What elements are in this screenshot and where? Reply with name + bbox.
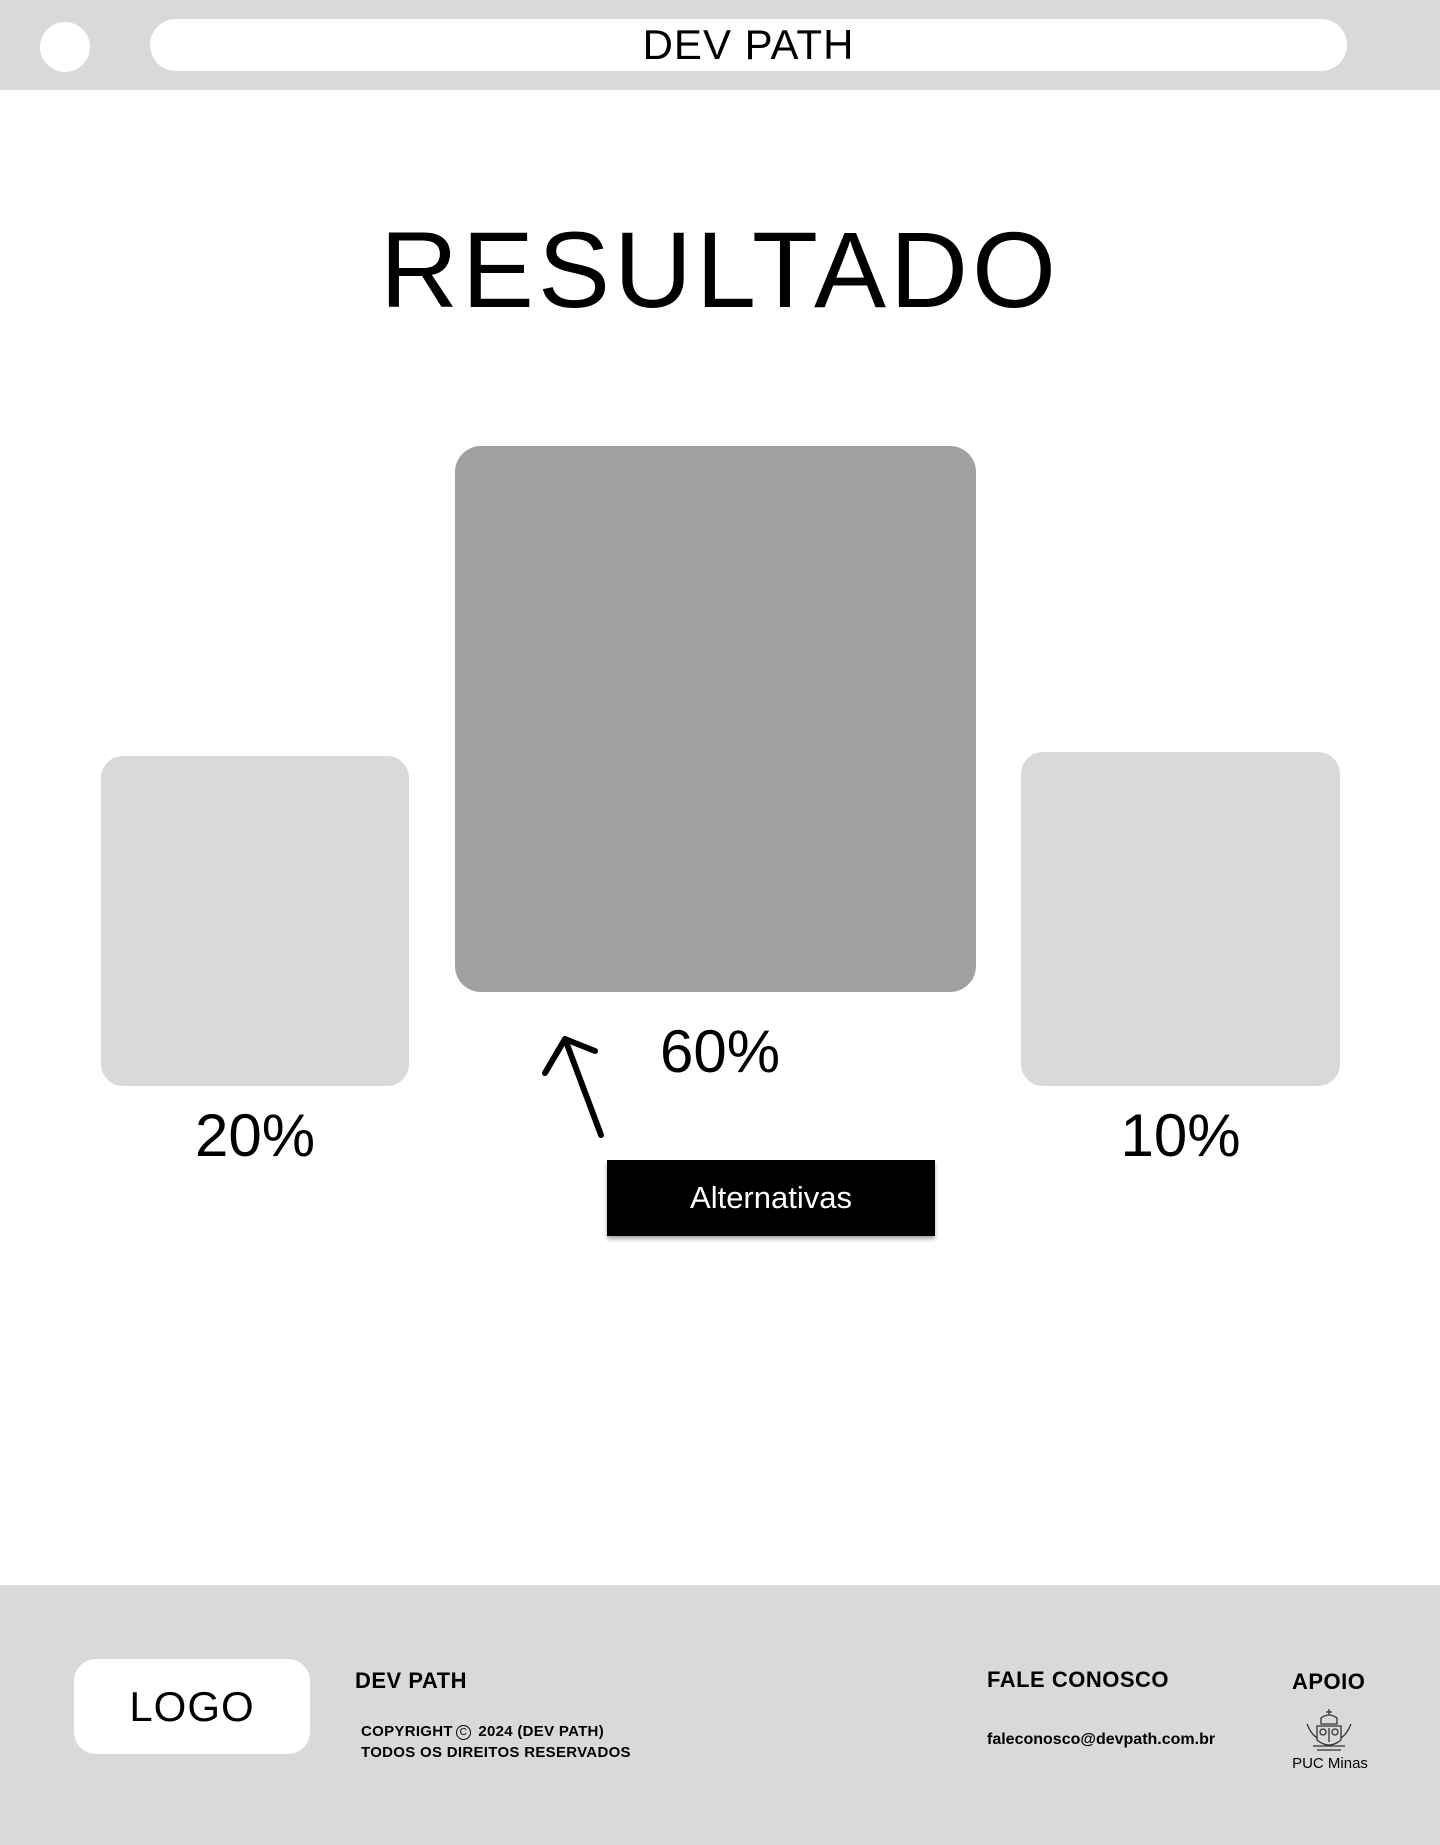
footer-copyright xyxy=(361,1721,631,1763)
result-percent-center: 60% xyxy=(659,1018,781,1085)
site-title: DEV PATH xyxy=(642,21,855,68)
alternatives-button[interactable]: Alternativas xyxy=(607,1160,935,1236)
page-title: RESULTADO xyxy=(379,209,1061,330)
result-card-left[interactable] xyxy=(101,756,409,1086)
puc-minas-label: PUC Minas xyxy=(1292,1755,1368,1772)
circle-menu-icon[interactable] xyxy=(40,22,90,72)
footer-logo-text: LOGO xyxy=(129,1682,255,1730)
result-card-right[interactable] xyxy=(1021,752,1340,1086)
result-percent-right: 10% xyxy=(1120,1102,1241,1169)
contact-heading: FALE CONOSCO xyxy=(987,1667,1170,1692)
footer-brand: DEV PATH xyxy=(355,1668,467,1693)
copyright-prefix: COPYRIGHT xyxy=(361,1723,453,1740)
result-percent-left: 20% xyxy=(194,1102,316,1169)
arrow-up-left-icon xyxy=(535,1025,615,1143)
copyright-icon: C xyxy=(456,1725,471,1740)
rights-reserved: TODOS OS DIREITOS RESERVADOS xyxy=(361,1744,631,1761)
copyright-year: 2024 (DEV PATH) xyxy=(478,1723,604,1740)
contact-email-link[interactable]: faleconosco@devpath.com.br xyxy=(987,1731,1216,1748)
footer-logo[interactable] xyxy=(74,1659,310,1754)
support-heading: APOIO xyxy=(1292,1669,1366,1694)
result-card-center[interactable] xyxy=(455,446,976,992)
site-title-bar[interactable] xyxy=(150,19,1347,71)
puc-crest-icon xyxy=(1303,1706,1355,1754)
